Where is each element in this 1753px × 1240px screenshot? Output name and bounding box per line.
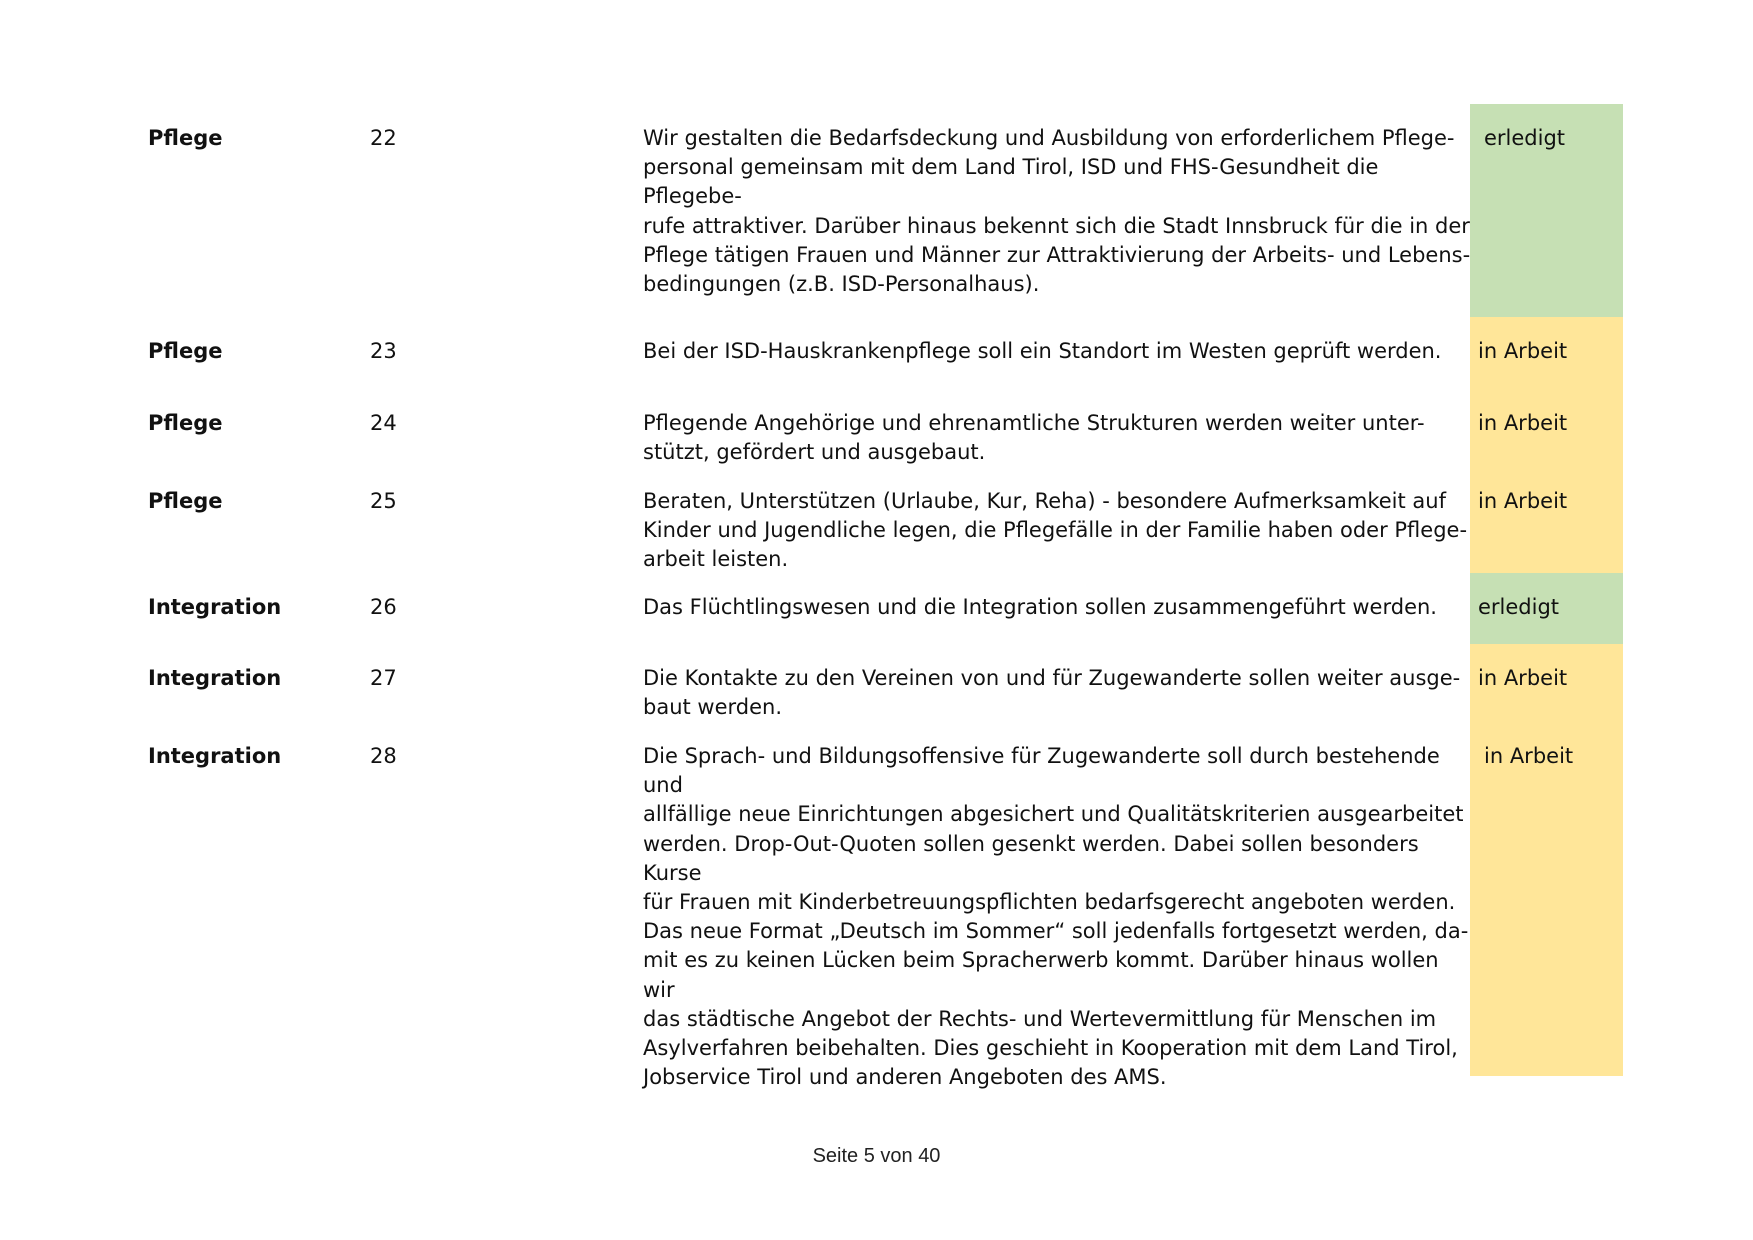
category-label: Integration bbox=[148, 744, 282, 768]
status-label: erledigt bbox=[1478, 595, 1560, 619]
item-number: 25 bbox=[370, 489, 397, 513]
item-number: 28 bbox=[370, 744, 397, 768]
status-cell bbox=[1470, 104, 1623, 317]
measure-text: Wir gestalten die Bedarfsdeckung und Ausbildung von erforderlichem Pflege- personal gemeinsam mit dem Land Tirol, ISD und FHS-Gesundheit die Pflegebe- rufe attraktiver. Darüber hinaus bekennt sich die Stadt Innsbruck für die in der Pflege tätigen Frauen und Männer zur Attraktivierung der Arbeits- und Lebens- bedingungen (z.B. ISD-Personalhaus). bbox=[643, 126, 1471, 297]
measure-text: Das Flüchtlingswesen und die Integration sollen zusammengeführt werden. bbox=[643, 595, 1437, 619]
status-cell bbox=[1470, 722, 1623, 1076]
item-number: 27 bbox=[370, 666, 397, 690]
category-label: Pflege bbox=[148, 339, 223, 363]
measure-text: Die Kontakte zu den Vereinen von und für Zugewanderte sollen weiter ausge- baut werden. bbox=[643, 666, 1461, 720]
page-number: Seite 5 von 40 bbox=[812, 1145, 941, 1167]
status-cell bbox=[1470, 317, 1623, 389]
status-cell bbox=[1470, 573, 1623, 644]
item-number: 24 bbox=[370, 411, 397, 435]
category-label: Pflege bbox=[148, 126, 223, 150]
table-row bbox=[0, 573, 1753, 644]
status-cell bbox=[1470, 389, 1623, 467]
item-number: 23 bbox=[370, 339, 397, 363]
measure-text: Die Sprach- und Bildungsoffensive für Zugewanderte soll durch bestehende und allfällige neue Einrichtungen abgesichert und Qualitätskriterien ausgearbeitet werden. Drop-Out-Quoten sollen gesenkt werden. Dabei sollen besonders Kurse für Frauen mit Kinderbetreuungspflichten bedarfsgerecht angeboten werden. Das neue Format „Deutsch im Sommer“ soll jedenfalls fortgesetzt werden, da- mit es zu keinen Lücken beim Spracherwerb kommt. Darüber hinaus wollen wir das städtische Angebot der Rechts- und Wertevermittlung für Menschen im Asylverfahren beibehalten. Dies geschieht in Kooperation mit dem Land Tirol, Jobservice Tirol und anderen Angeboten des AMS. bbox=[643, 744, 1469, 1090]
status-label: in Arbeit bbox=[1478, 666, 1568, 690]
table-row bbox=[0, 389, 1753, 467]
status-cell bbox=[1470, 644, 1623, 722]
table-row bbox=[0, 317, 1753, 389]
status-label: in Arbeit bbox=[1478, 339, 1568, 363]
measure-text: Beraten, Unterstützen (Urlaube, Kur, Reha) - besondere Aufmerksamkeit auf Kinder und Jugendliche legen, die Pflegefälle in der Familie haben oder Pflege- arbeit leisten. bbox=[643, 489, 1468, 572]
table-row bbox=[0, 467, 1753, 573]
status-label: in Arbeit bbox=[1478, 489, 1568, 513]
category-label: Pflege bbox=[148, 411, 223, 435]
category-label: Pflege bbox=[148, 489, 223, 513]
status-label: erledigt bbox=[1484, 126, 1566, 150]
measure-text: Bei der ISD-Hauskrankenpflege soll ein Standort im Westen geprüft werden. bbox=[643, 339, 1442, 363]
status-label: in Arbeit bbox=[1478, 411, 1568, 435]
status-cell bbox=[1470, 467, 1623, 573]
table-row bbox=[0, 644, 1753, 722]
table-row bbox=[0, 722, 1753, 1090]
measure-text: Pflegende Angehörige und ehrenamtliche Strukturen werden weiter unter- stützt, gefördert und ausgebaut. bbox=[643, 411, 1425, 465]
item-number: 26 bbox=[370, 595, 397, 619]
table-row bbox=[0, 104, 1753, 317]
category-label: Integration bbox=[148, 666, 282, 690]
item-number: 22 bbox=[370, 126, 397, 150]
status-label: in Arbeit bbox=[1484, 744, 1574, 768]
category-label: Integration bbox=[148, 595, 282, 619]
